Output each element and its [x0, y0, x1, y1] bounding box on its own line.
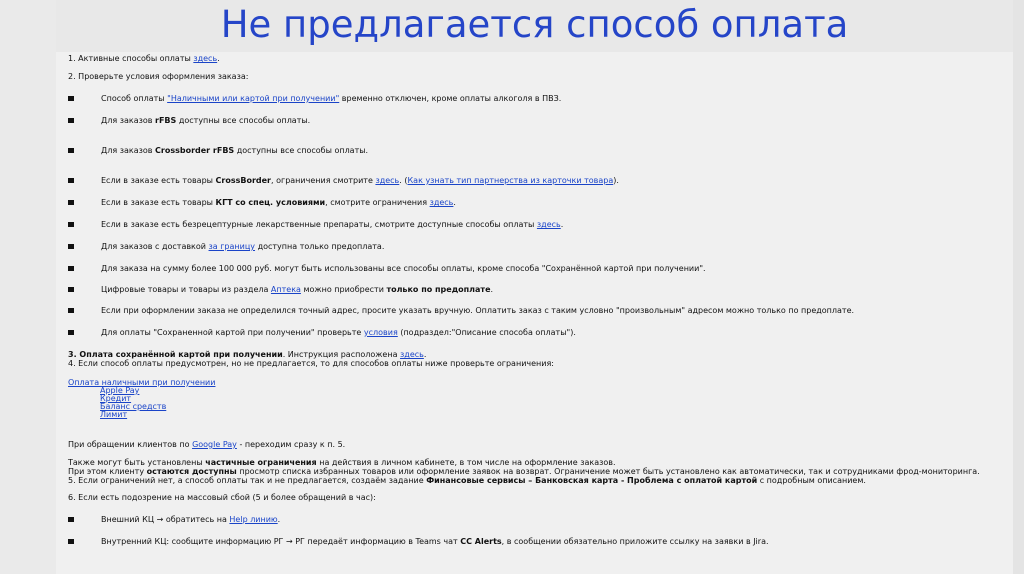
link-limit[interactable]: Лимит [100, 410, 128, 419]
bullet-crossborder-rfbs: Для заказов Crossborder rFBS доступны все способы оплаты. [101, 146, 369, 155]
bullet-icon [68, 266, 74, 271]
item-6: 6. Если есть подозрение на массовый сбой (5 и более обращений в час): [68, 493, 376, 502]
item-5: 5. Если ограничений нет, а способ оплаты так и не предлагается, создаём задание Финансовые сервисы – Банковская карта - Проблема с оплатой картой с подробным описанием. [68, 476, 866, 485]
bullet-icon [68, 148, 74, 153]
item-1: 1. Активные способы оплаты здесь. [68, 54, 220, 63]
link-help-line[interactable]: Help линию [229, 515, 278, 524]
bullet-rfbs: Для заказов rFBS доступны все способы оплаты. [101, 116, 311, 125]
gpay-note: При обращении клиентов по Google Pay - переходим сразу к п. 5. [68, 440, 346, 449]
bullet-digital: Цифровые товары и товары из раздела Аптека можно приобрести только по предоплате. [101, 285, 494, 294]
bullet-icon [68, 244, 74, 249]
restriction-note-2: При этом клиенту остаются доступны просмотр списка избранных товаров или оформление заявок на возврат. Ограничение может быть установлено как автоматически, так и сотрудниками фрод-мониторинга. [68, 467, 980, 476]
link-active-methods[interactable]: здесь [193, 54, 218, 63]
link-google-pay[interactable]: Google Pay [192, 440, 237, 449]
bullet-otc-drugs: Если в заказе есть безрецептурные лекарственные препараты, смотрите доступные способы оплаты здесь. [101, 220, 564, 229]
bullet-external-cc: Внешний КЦ → обратитесь на Help линию. [101, 515, 281, 524]
link-balance[interactable]: Баланс средств [100, 402, 167, 411]
bullet-internal-cc: Внутренний КЦ: сообщите информацию РГ → РГ передаёт информацию в Teams чат CC Alerts, в сообщении обязательно приложите ссылку на заявки в Jira. [101, 537, 769, 546]
link-conditions[interactable]: условия [363, 328, 398, 337]
link-cash-card[interactable]: "Наличными или картой при получении" [167, 94, 340, 103]
bullet-abroad: Для заказов с доставкой за границу доступна только предоплата. [101, 242, 385, 251]
bullet-address: Если при оформлении заказа не определился точный адрес, просите указать вручную. Оплатить заказ с таким условно "произвольным" адресом можно только по предоплате. [101, 306, 855, 315]
bullet-large-order: Для заказа на сумму более 100 000 руб. могут быть использованы все способы оплаты, кроме способа "Сохранённой картой при получении". [101, 264, 706, 273]
link-saved-card-instruction[interactable]: здесь [400, 350, 424, 359]
item-3: 3. Оплата сохранённой картой при получении. Инструкция расположена здесь. [68, 350, 427, 359]
bullet-icon [68, 539, 74, 544]
bullet-icon [68, 287, 74, 292]
item-2: 2. Проверьте условия оформления заказа: [68, 72, 249, 81]
item-4: 4. Если способ оплаты предусмотрен, но не предлагается, то для способов оплаты ниже проверьте ограничения: [68, 359, 554, 368]
link-pharmacy[interactable]: Аптека [270, 285, 301, 294]
bullet-saved-card: Для оплаты "Сохраненной картой при получении" проверьте условия (подраздел:"Описание способа оплаты"). [101, 328, 576, 337]
bullet-icon [68, 517, 74, 522]
link-partnership-type[interactable]: Как узнать тип партнерства из карточки товара [407, 176, 614, 185]
left-margin [0, 0, 56, 574]
link-cash-on-delivery[interactable]: Оплата наличными при получении [68, 378, 216, 387]
bullet-icon [68, 308, 74, 313]
link-apple-pay[interactable]: Apple Pay [100, 386, 140, 395]
link-abroad[interactable]: за границу [208, 242, 256, 251]
bullet-icon [68, 330, 74, 335]
bullet-icon [68, 200, 74, 205]
restriction-note-1: Также могут быть установлены частичные ограничения на действия в личном кабинете, в том числе на оформление заказов. [68, 458, 616, 467]
bullet-icon [68, 178, 74, 183]
right-margin [1013, 0, 1024, 574]
bullet-crossborder: Если в заказе есть товары CrossBorder, ограничения смотрите здесь. (Как узнать тип партнерства из карточки товара). [101, 176, 619, 185]
link-otc-drugs[interactable]: здесь [536, 220, 561, 229]
link-credit[interactable]: Кредит [100, 394, 132, 403]
bullet-icon [68, 222, 74, 227]
page-title: Не предлагается способ оплата [220, 3, 849, 46]
link-crossborder[interactable]: здесь [375, 176, 400, 185]
bullet-icon [68, 118, 74, 123]
methods-sub-4 [68, 410, 127, 420]
link-kgt[interactable]: здесь [429, 198, 454, 207]
bullet-icon [68, 96, 74, 101]
bullet-cash: Способ оплаты "Наличными или картой при получении" временно отключен, кроме оплаты алкоголя в ПВЗ. [101, 94, 562, 103]
bullet-kgt: Если в заказе есть товары КГТ со спец. условиями, смотрите ограничения здесь. [101, 198, 456, 207]
